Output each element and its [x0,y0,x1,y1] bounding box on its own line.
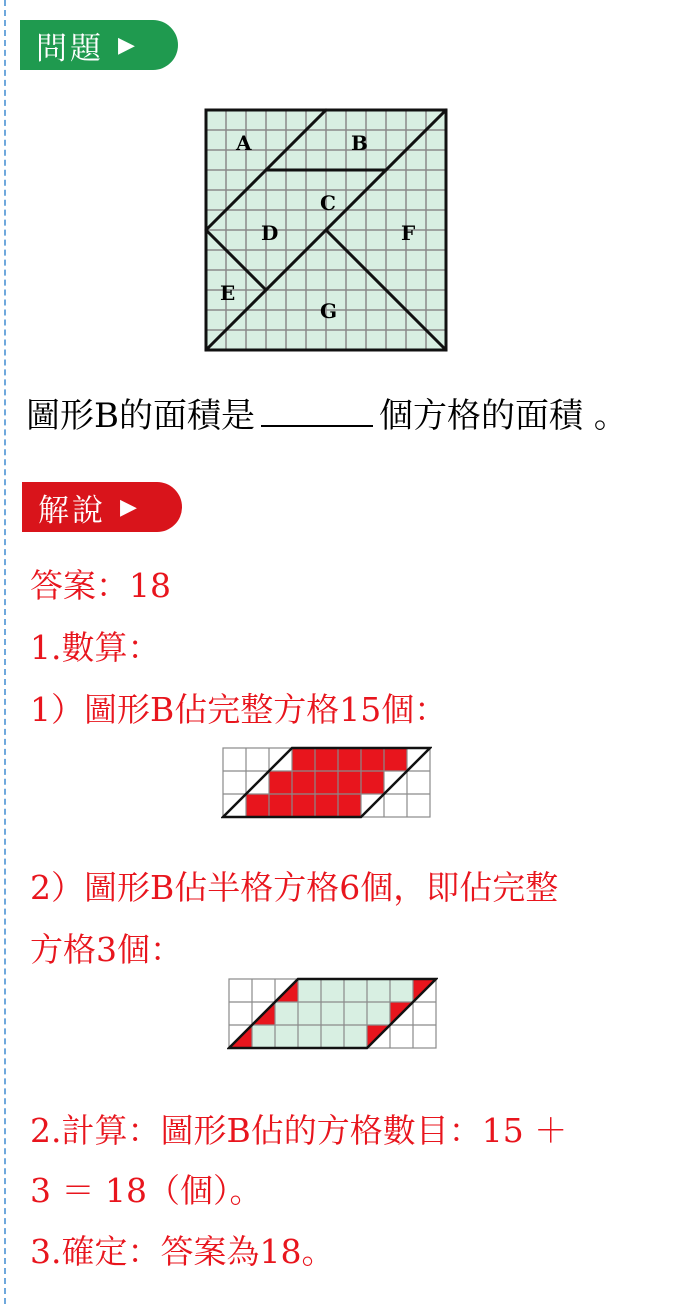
question-text [26,388,628,437]
play-triangle-icon: ▶ [118,32,138,58]
step1-2-line2: 方格3個： [30,930,183,969]
answer-line: 答案：18 [30,566,171,605]
tangram-figure [204,108,450,354]
solution-tag-label: 解說 [38,492,106,529]
dashed-margin-line [4,0,6,1304]
step3: 3.確定：答案為18。 [30,1232,335,1271]
figure-label-a: A [236,131,252,155]
figure-label-d: D [261,221,279,245]
step1-1: 1）圖形B佔完整方格15個： [30,690,448,729]
figure-label-g: G [320,299,338,323]
step2-line1: 2.計算：圖形B佔的方格數目：15 ＋ [30,1111,568,1150]
question-after: 個方格的面積 。 [379,396,628,436]
problem-tag-label: 問題 [36,30,104,67]
step1-2-line1: 2）圖形B佔半格方格6個，即佔完整 [30,868,559,907]
play-triangle-icon: ▶ [120,494,140,520]
solution-tag [22,482,182,532]
figure-b-half-squares [227,977,438,1050]
step2-line2: 3 ＝ 18（個）。 [30,1171,263,1210]
answer-blank [261,424,373,427]
figure-b-full-squares [221,746,432,819]
figure-label-c: C [320,191,336,215]
problem-tag [20,20,178,70]
step1-title: 1.數算： [30,628,161,667]
figure-label-e: E [220,281,236,305]
question-before: 圖形B的面積是 [26,396,255,436]
figure-label-f: F [401,221,416,245]
figure-label-b: B [351,131,368,155]
